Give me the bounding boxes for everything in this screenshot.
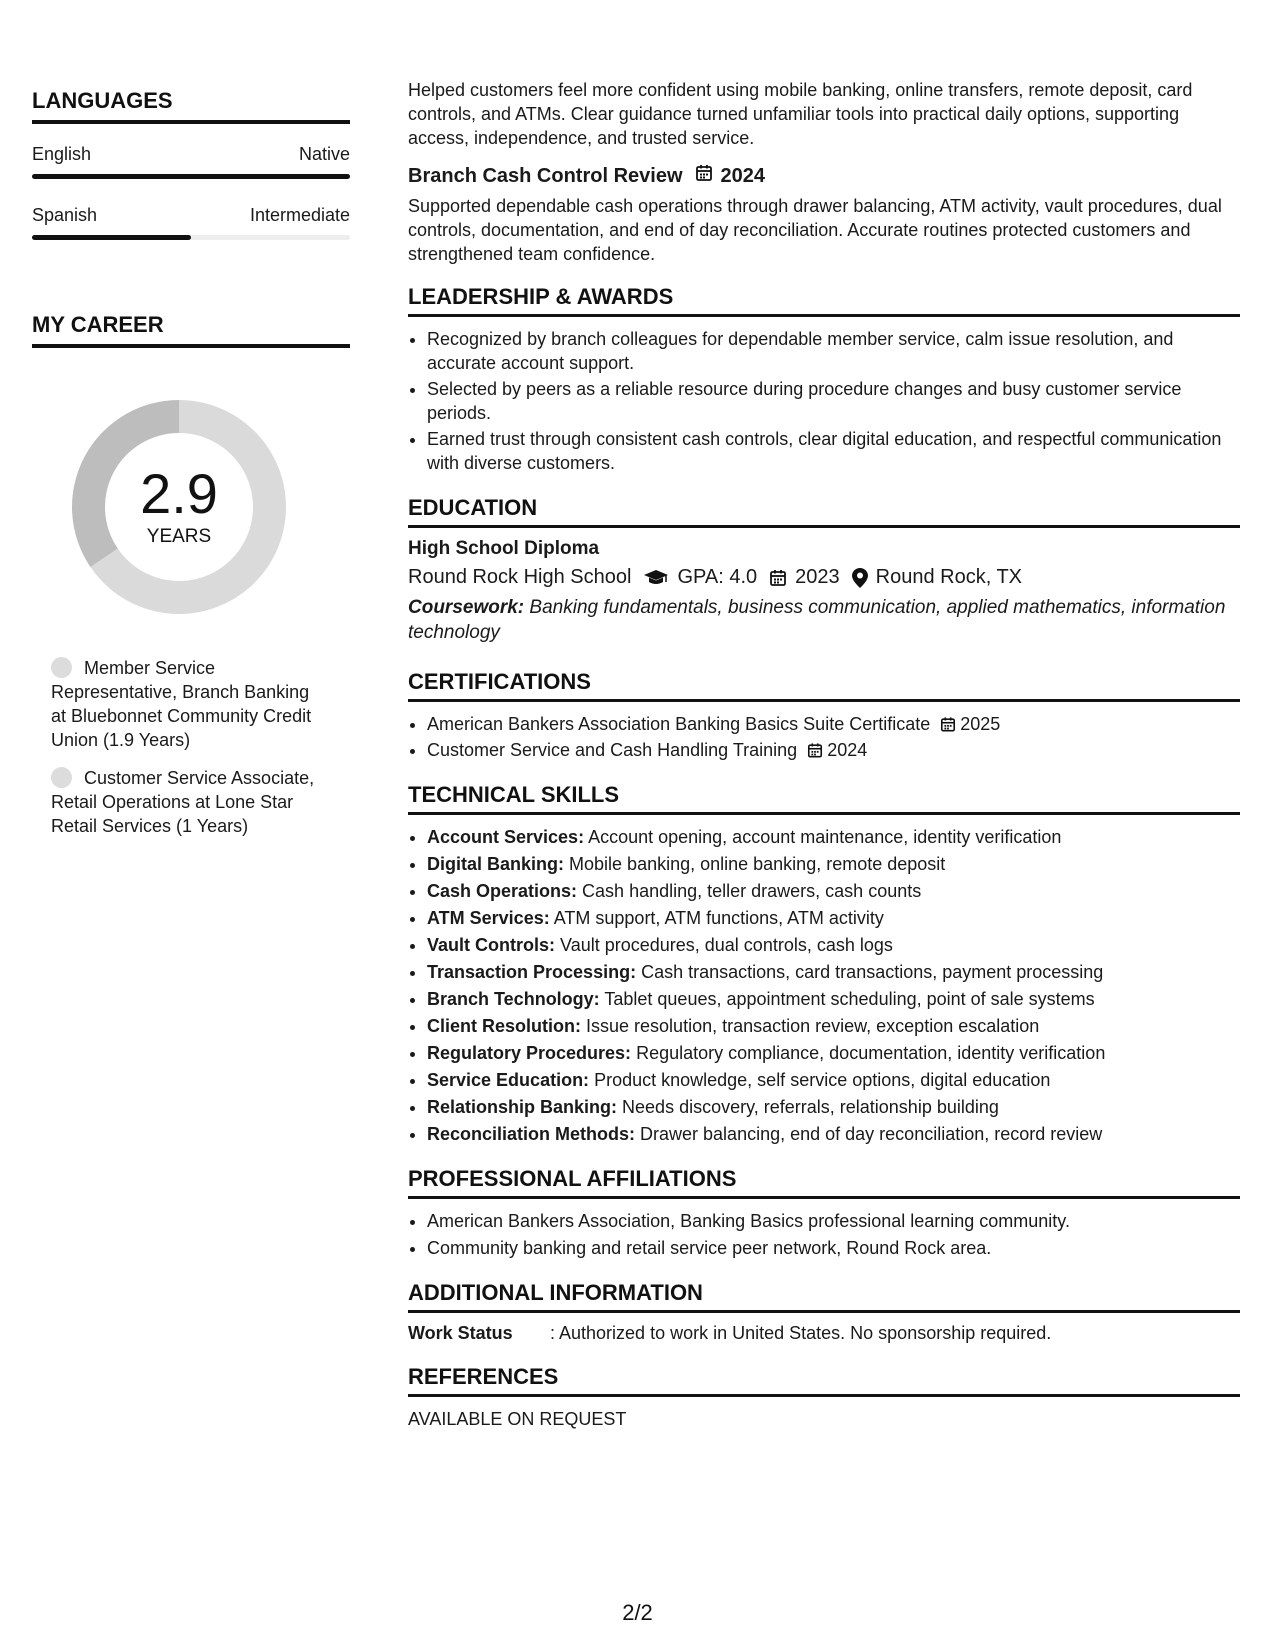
additional-info-heading: ADDITIONAL INFORMATION [408,1280,1240,1313]
project-description: Supported dependable cash operations through drawer balancing, ATM activity, vault procedures, dual controls, documentation, and end of day reconciliation. Accurate routines protected customers and strengthened team confidence. [408,196,1222,264]
certification-year: 2025 [960,714,1001,734]
language-item [32,144,350,179]
language-name: Spanish [32,205,98,225]
skill-text: Mobile banking, online banking, remote deposit [569,854,946,874]
affiliations-list [408,1209,1240,1260]
skill-text: Tablet queues, appointment scheduling, point of sale systems [604,989,1095,1009]
coursework-label: Coursework: [408,597,525,618]
career-list [32,656,350,838]
location-pin-icon [852,568,868,588]
education-coursework [408,595,1240,645]
skill-item [427,825,1240,849]
main-content [408,78,1240,1430]
skill-label: Relationship Banking: [427,1097,618,1117]
education-school: Round Rock High School [408,566,632,588]
skill-text: Account opening, account maintenance, identity verification [588,827,1062,847]
calendar-icon [769,569,787,587]
graduation-cap-icon [643,569,669,587]
skill-text: Cash transactions, card transactions, payment processing [641,962,1104,982]
project-title-row [408,164,1240,188]
skill-text: Vault procedures, dual controls, cash logs [560,935,893,955]
career-item-text: Member Service Representative, Branch Banking at Bluebonnet Community Credit Union (1.9 Years) [51,658,312,750]
list-item: • American Bankers Association, Banking Basics professional learning community. [427,1209,1240,1233]
language-proficiency-fill [32,235,191,240]
education-location: Round Rock, TX [875,566,1023,588]
skill-label: Regulatory Procedures: [427,1043,632,1063]
language-proficiency-bar [32,235,350,240]
work-status-label: Work Status [408,1323,513,1343]
education-year: 2023 [795,566,840,588]
certifications-list [408,712,1240,762]
list-item [427,738,1240,762]
skill-item [427,1014,1240,1038]
project-year: 2024 [720,164,766,187]
languages-heading: LANGUAGES [32,88,350,124]
career-heading: MY CAREER [32,312,350,348]
language-name: English [32,144,92,164]
skill-label: Digital Banking: [427,854,565,874]
list-item: • Recognized by branch colleagues for dependable member service, calm issue resolution, and accurate account support. [427,327,1240,375]
list-item: • Selected by peers as a reliable resource during procedure changes and busy customer service periods. [427,377,1240,425]
calendar-icon [807,742,823,759]
skill-item [427,906,1240,930]
language-proficiency-fill [32,174,350,179]
skill-item [427,879,1240,903]
certification-year: 2024 [827,740,868,760]
skill-item [427,1041,1240,1065]
skill-text: Issue resolution, transaction review, exception escalation [586,1016,1040,1036]
certifications-heading: CERTIFICATIONS [408,669,1240,702]
coursework-text: Banking fundamentals, business communication, applied mathematics, information technology [408,597,1226,643]
skill-label: Branch Technology: [427,989,600,1009]
skill-text: Cash handling, teller drawers, cash counts [582,881,922,901]
language-level: Native [298,144,350,164]
skill-text: ATM support, ATM functions, ATM activity [553,908,884,928]
skill-text: Product knowledge, self service options, digital education [594,1070,1051,1090]
skill-text: Drawer balancing, end of day reconciliation, record review [640,1124,1103,1144]
skill-text: Needs discovery, referrals, relationship building [622,1097,999,1117]
calendar-icon [695,164,713,188]
career-section [32,312,350,838]
career-unit-label: YEARS [146,526,212,547]
skills-heading: TECHNICAL SKILLS [408,782,1240,815]
career-item [51,766,326,838]
education-details [408,566,1240,589]
education-heading: EDUCATION [408,495,1240,528]
list-item [427,712,1240,736]
skill-label: Reconciliation Methods: [427,1124,636,1144]
career-dot-icon [51,657,72,678]
work-status-value: : Authorized to work in United States. No sponsorship required. [550,1323,1052,1343]
education-degree: High School Diploma [408,538,600,559]
skill-label: Vault Controls: [427,935,556,955]
skill-label: Transaction Processing: [427,962,637,982]
language-item [32,205,350,240]
skill-item [427,960,1240,984]
calendar-icon [940,716,956,733]
language-proficiency-bar [32,174,350,179]
leadership-heading: LEADERSHIP & AWARDS [408,284,1240,317]
skill-label: Account Services: [427,827,585,847]
career-item-text: Customer Service Associate, Retail Operations at Lone Star Retail Services (1 Years) [51,768,315,836]
skill-label: Service Education: [427,1070,590,1090]
education-gpa: GPA: 4.0 [677,566,758,588]
skill-item [427,1122,1240,1146]
affiliations-heading: PROFESSIONAL AFFILIATIONS [408,1166,1240,1199]
skill-label: Client Resolution: [427,1016,581,1036]
language-level: Intermediate [249,205,350,225]
skill-label: Cash Operations: [427,881,578,901]
skill-item [427,987,1240,1011]
leadership-list [408,327,1240,475]
skill-item [427,933,1240,957]
experience-intro-text: Helped customers feel more confident using mobile banking, online transfers, remote deposit, card controls, and ATMs. Clear guidance turned unfamiliar tools into practical daily options, supporting access, independence, and trusted service. [408,80,1193,148]
project-title: Branch Cash Control Review [408,164,683,187]
references-heading: REFERENCES [408,1364,1240,1397]
work-status-row [408,1323,1240,1344]
skill-text: Regulatory compliance, documentation, identity verification [636,1043,1106,1063]
list-item: • Community banking and retail service peer network, Round Rock area. [427,1236,1240,1260]
career-donut-chart [64,392,294,622]
sidebar [32,88,350,852]
skill-item [427,1095,1240,1119]
certification-name: Customer Service and Cash Handling Training [427,740,798,760]
skill-label: ATM Services: [427,908,550,928]
skill-item [427,1068,1240,1092]
career-item [51,656,326,752]
career-dot-icon [51,767,72,788]
references-text: AVAILABLE ON REQUEST [408,1409,627,1429]
list-item: • Earned trust through consistent cash controls, clear digital education, and respectful communication with diverse customers. [427,427,1240,475]
skill-item [427,852,1240,876]
career-total-years: 2.9 [140,462,218,525]
skills-list [408,825,1240,1146]
certification-name: American Bankers Association Banking Basics Suite Certificate [427,714,931,734]
page-number: 2/2 [622,1600,653,1625]
